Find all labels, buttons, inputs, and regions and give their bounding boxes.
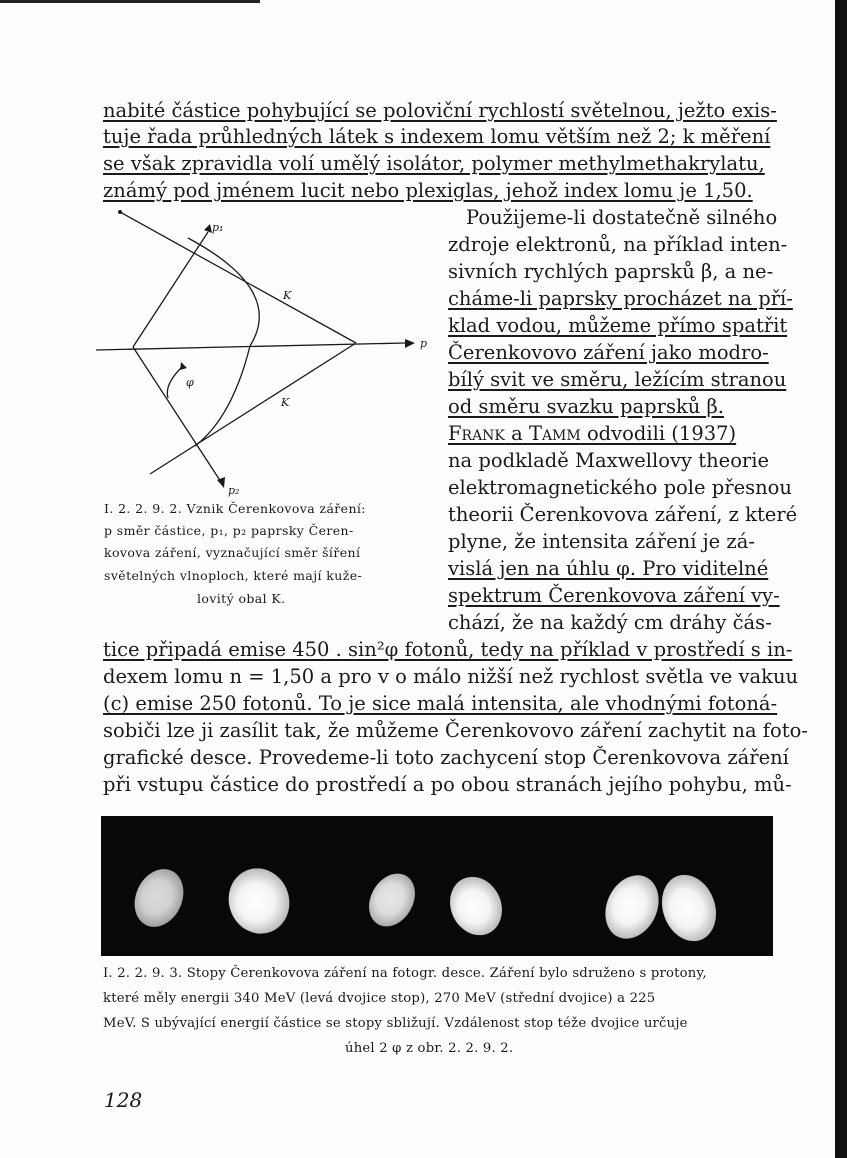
figure1-caption-line-2: p směr částice, p₁, p₂ paprsky Čeren-: [104, 523, 354, 538]
dot: [118, 210, 122, 214]
para4-line-5: grafické desce. Provedeme-li toto zachycení stop Čerenkovova záření: [103, 746, 789, 769]
para4-line-3: (c) emise 250 fotonů. To je sice malá intensita, ale vhodnými fotoná-: [103, 692, 778, 715]
figure1-caption-line-3: kovova záření, vyznačující směr šíření: [104, 545, 361, 560]
figure1-caption-line-1: I. 2. 2. 9. 2. Vznik Čerenkovova záření:: [104, 501, 366, 516]
para2-line-7: bílý svit ve směru, ležícím stranou: [448, 368, 787, 391]
cone-line-upper: [120, 212, 356, 343]
para2-line-4: cháme-li paprsky procházet na pří-: [448, 287, 793, 310]
figure1-caption-line-5: lovitý obal K.: [197, 591, 286, 606]
para3-line-6: spektrum Čerenkovova záření vy-: [448, 584, 780, 607]
label-k-top: K: [283, 289, 292, 302]
para2-line-2: zdroje elektronů, na příklad inten-: [448, 233, 788, 256]
para3-line-3: theorii Čerenkovova záření, z které: [448, 503, 798, 526]
trace-spot: [125, 861, 192, 935]
para2-line-5: klad vodou, můžeme přímo spatřit: [448, 314, 788, 337]
para1-line-3: se však zpravidla volí umělý isolátor, polymer methylmethakrylatu,: [103, 152, 765, 175]
para4-line-6: při vstupu částice do prostředí a po obou stranách jejího pohybu, mů-: [103, 773, 792, 796]
page-number: 128: [104, 1088, 143, 1112]
trace-spot: [220, 860, 299, 943]
author-frank: Frank: [448, 422, 505, 445]
arrow-phi: [180, 362, 187, 370]
para3-line-4: plyne, že intensita záření je zá-: [448, 530, 755, 553]
para2-line-3: sivních rychlých paprsků β, a ne-: [448, 260, 774, 283]
frank-tamm-rest: odvodili (1937): [586, 422, 737, 445]
arrow-p1: [204, 224, 212, 233]
trace-spot: [653, 867, 725, 949]
angle-phi-arc: [167, 366, 183, 398]
para2-line-8: od směru svazku paprsků β.: [448, 395, 724, 418]
label-p2: p₂: [228, 484, 240, 497]
label-p: p: [420, 337, 428, 350]
para1-line-4: známý pod jménem lucit nebo plexiglas, jehož index lomu je 1,50.: [103, 179, 753, 202]
para4-line-2: dexem lomu n = 1,50 a pro v o málo nižší než rychlost světla ve vakuu: [103, 665, 799, 688]
ray-p2: [133, 347, 221, 482]
frank-tamm-line: [448, 421, 736, 447]
para3-line-7: chází, že na každý cm dráhy čás-: [448, 611, 772, 634]
para4-line-4: sobiči lze ji zasílit tak, že můžeme Čerenkovovo záření zachytit na foto-: [103, 719, 808, 742]
figure2-caption-line-4: úhel 2 φ z obr. 2. 2. 9. 2.: [345, 1041, 514, 1056]
cone-line-lower: [150, 343, 356, 474]
trace-spot: [360, 865, 424, 934]
para2-line-1: Použijeme-li dostatečně silného: [466, 206, 778, 229]
para1-line-1: nabité částice pohybující se poloviční rychlostí světelnou, ježto exis-: [103, 99, 777, 122]
cerenkov-trace-photo: [101, 816, 773, 956]
figure1-caption-line-4: světelných vlnoploch, které mají kuže-: [104, 568, 363, 583]
para2-line-6: Čerenkovovo záření jako modro-: [448, 341, 769, 364]
trace-spot: [595, 867, 668, 948]
figure2-caption-line-1: I. 2. 2. 9. 3. Stopy Čerenkovova záření na fotogr. desce. Záření bylo sdruženo s protony,: [103, 966, 707, 981]
para3-line-2: elektromagnetického pole přesnou: [448, 476, 792, 499]
figure2-caption-line-3: MeV. S ubývající energií částice se stopy sbližují. Vzdálenost stop téže dvojice určuje: [103, 1016, 688, 1031]
para1-line-2: tuje řada průhledných látek s indexem lomu větším než 2; k měření: [103, 125, 771, 148]
para4-line-1: tice připadá emise 450 . sin²φ fotonů, tedy na příklad v prostředí s in-: [103, 638, 793, 661]
arrow-p: [405, 339, 415, 348]
para3-line-1: na podkladě Maxwellovy theorie: [448, 449, 770, 472]
trace-spot: [441, 868, 512, 944]
ray-p1: [133, 232, 208, 347]
conj-a: a: [511, 422, 523, 445]
author-tamm: Tamm: [528, 422, 581, 445]
para3-line-5: vislá jen na úhlu φ. Pro viditelné: [448, 557, 769, 580]
label-phi: φ: [186, 376, 194, 389]
label-k-bottom: K: [281, 396, 290, 409]
label-p1: p₁: [212, 221, 224, 234]
figure2-caption-line-2: které měly energii 340 MeV (levá dvojice stop), 270 MeV (střední dvojice) a 225: [103, 991, 656, 1006]
